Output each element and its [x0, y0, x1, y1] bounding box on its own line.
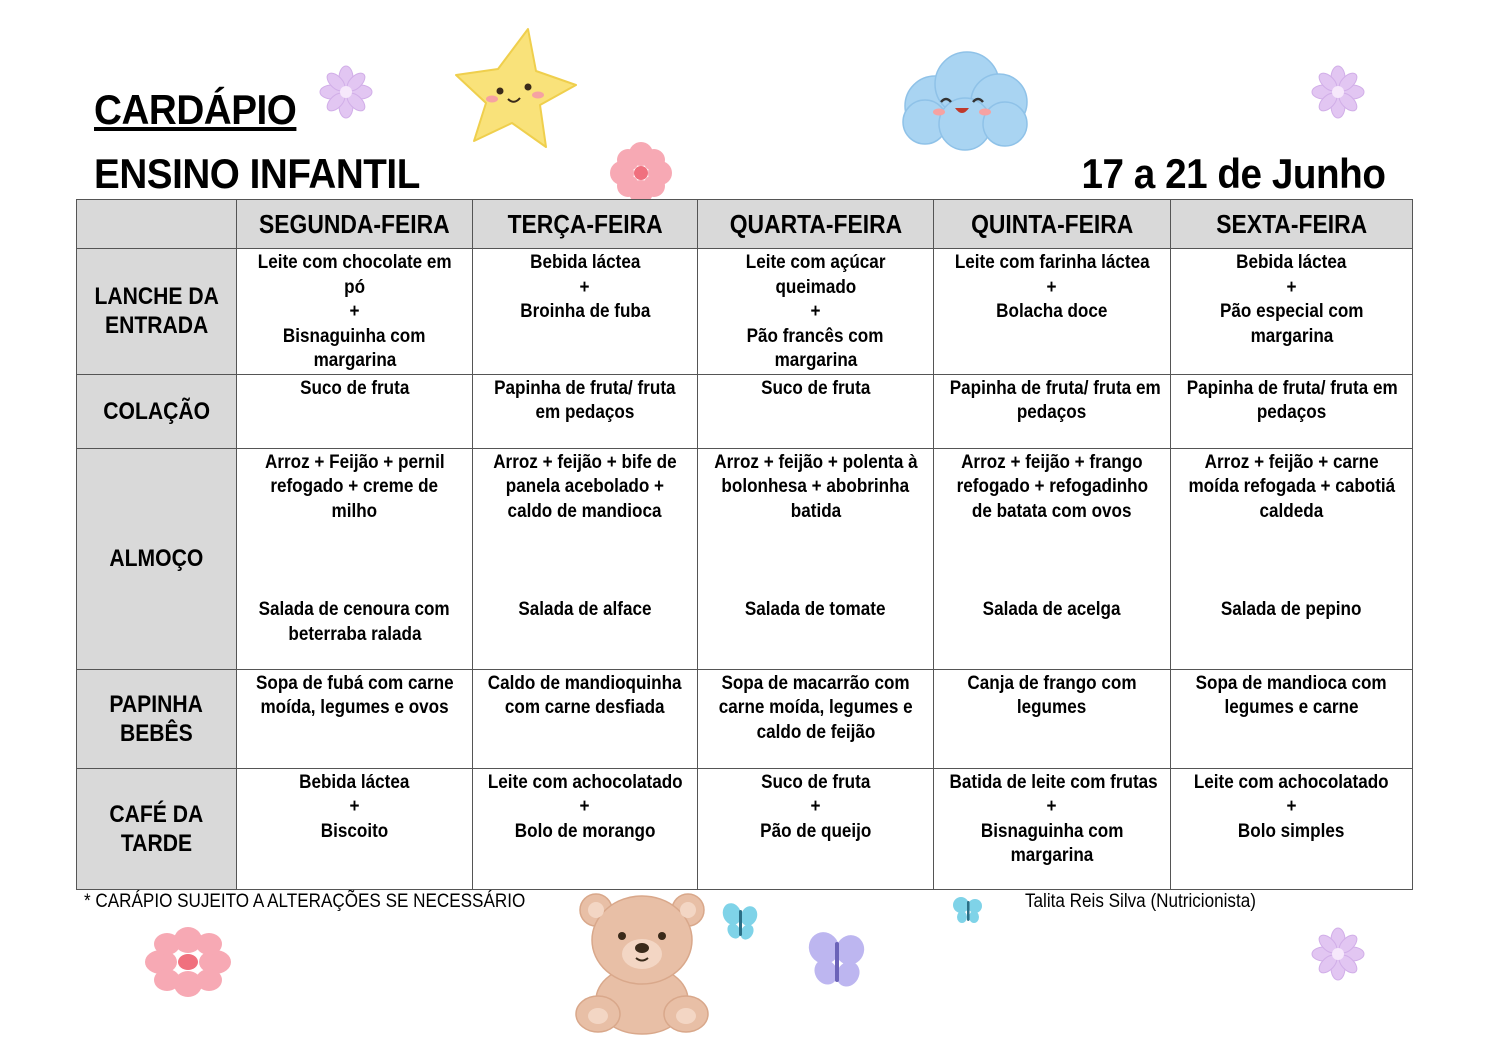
menu-cell — [1171, 249, 1413, 375]
menu-item-line: Arroz + feijão + frango — [961, 451, 1143, 473]
day-label: SEGUNDA-FEIRA — [259, 208, 450, 239]
menu-item-line: pó — [344, 276, 365, 298]
lilac-butterfly-icon — [806, 930, 868, 990]
menu-item-line: pedaços — [1256, 402, 1327, 423]
cell-spacer — [1175, 524, 1408, 598]
meal-label — [77, 374, 237, 448]
menu-item-line: Salada de tomate — [745, 599, 886, 620]
menu-cell — [237, 249, 473, 375]
header-row — [77, 200, 1413, 249]
day-header — [473, 200, 698, 249]
menu-item-line: caldeda — [1259, 500, 1324, 522]
menu-cell — [698, 448, 934, 669]
meal-row — [77, 669, 1413, 768]
menu-item-line: Pão francês com — [747, 325, 884, 347]
menu-item-line: refogado + refogadinho — [956, 476, 1148, 497]
meal-label-line: CAFÉ DA — [109, 800, 204, 828]
menu-item-line: moída refogada + cabotiá — [1188, 476, 1395, 497]
menu-item-line: margarina — [774, 350, 857, 371]
menu-item-line: + — [349, 796, 360, 817]
menu-item-line: + — [1046, 796, 1057, 817]
menu-item-line: Bebida láctea — [1236, 252, 1347, 273]
blue-butterfly-icon — [722, 902, 760, 942]
menu-item-line: Bebida láctea — [529, 252, 641, 273]
menu-item-line: moída, legumes e ovos — [260, 697, 449, 718]
day-label: QUARTA-FEIRA — [729, 208, 902, 239]
menu-item-line: batida — [790, 500, 841, 522]
menu-item-line: Arroz + Feijão + pernil — [264, 451, 445, 473]
menu-cell — [934, 768, 1171, 889]
menu-item-line: milho — [331, 500, 378, 522]
meal-label-line: LANCHE DA — [94, 283, 219, 311]
menu-cell — [698, 768, 934, 889]
menu-item-line: refogado + creme de — [270, 476, 439, 497]
menu-item-line: Leite com farinha láctea — [954, 252, 1150, 273]
menu-cell — [1171, 448, 1413, 669]
menu-cell — [1171, 374, 1413, 448]
lilac-flower-icon — [1310, 64, 1366, 120]
meal-label-line: ENTRADA — [104, 312, 209, 340]
menu-item-line: + — [579, 276, 590, 298]
meal-label-line: PAPINHA — [109, 690, 204, 718]
day-label: TERÇA-FEIRA — [507, 208, 663, 239]
menu-item-line: Papinha de fruta/ fruta — [494, 377, 676, 399]
menu-item-line: Canja de frango com — [967, 672, 1137, 694]
menu-item-line: com carne desfiada — [505, 697, 665, 718]
menu-item-line: de batata com ovos — [972, 500, 1132, 522]
blue-butterfly-icon — [952, 896, 984, 924]
menu-item-line: Broinha de fuba — [519, 301, 651, 322]
corner-cell — [77, 200, 237, 249]
menu-cell — [473, 669, 698, 768]
menu-item-line: + — [810, 796, 821, 817]
menu-item-line: Biscoito — [320, 820, 389, 842]
menu-item-line: Bolo simples — [1238, 820, 1345, 842]
smiling-cloud-icon — [895, 48, 1035, 152]
meal-label — [77, 249, 237, 375]
menu-item-line: Salada de acelga — [983, 599, 1121, 620]
menu-item-line: margarina — [1010, 845, 1094, 866]
menu-item-line: legumes — [1017, 697, 1087, 718]
meal-label — [77, 669, 237, 768]
menu-item-line: Salada de pepino — [1221, 599, 1362, 620]
menu-item-line: Arroz + feijão + bife de — [493, 451, 677, 473]
footnote: * CARÁPIO SUJEITO A ALTERAÇÕES SE NECESSÁRIO — [84, 891, 526, 912]
meal-row — [77, 768, 1413, 889]
menu-item-line: panela acebolado + — [505, 476, 665, 497]
menu-item-line: Sopa de macarrão com — [721, 672, 910, 694]
menu-item-line: Suco de fruta — [760, 377, 871, 399]
day-header — [698, 200, 934, 249]
menu-item-line: Papinha de fruta/ fruta em — [949, 377, 1161, 399]
cell-spacer — [702, 524, 929, 598]
menu-item-line: Batida de leite com frutas — [949, 771, 1158, 793]
menu-item-line: caldo de feijão — [756, 721, 875, 743]
pink-flower-icon — [143, 926, 233, 998]
menu-item-line: Sopa de fubá com carne — [255, 672, 454, 694]
menu-cell — [237, 669, 473, 768]
menu-item-line: + — [1286, 796, 1297, 817]
menu-item-line: Leite com achocolatado — [487, 771, 683, 793]
menu-cell — [1171, 768, 1413, 889]
meal-label-line: TARDE — [120, 829, 193, 857]
meal-label-line: COLAÇÃO — [103, 397, 210, 425]
menu-item-line: Arroz + feijão + carne — [1204, 451, 1379, 473]
menu-cell — [473, 249, 698, 375]
meal-label — [77, 768, 237, 889]
menu-item-line: Bolo de morango — [514, 820, 656, 842]
menu-cell — [934, 249, 1171, 375]
menu-item-line: Pão de queijo — [759, 820, 872, 842]
menu-item-line: + — [1046, 276, 1057, 298]
menu-item-line: bolonhesa + abobrinha — [721, 476, 910, 497]
menu-item-line: Bebida láctea — [299, 771, 410, 793]
day-header — [1171, 200, 1413, 249]
menu-item-line: pedaços — [1017, 402, 1087, 423]
menu-item-line: Sopa de mandioca com — [1195, 672, 1387, 694]
nutritionist-signature: Talita Reis Silva (Nutricionista) — [1025, 891, 1256, 912]
menu-item-line: em pedaços — [535, 402, 635, 423]
menu-cell — [1171, 669, 1413, 768]
menu-cell — [473, 768, 698, 889]
menu-item-line: margarina — [313, 350, 396, 371]
meal-row — [77, 249, 1413, 375]
page-title: CARDÁPIO — [94, 86, 297, 133]
menu-cell — [237, 448, 473, 669]
meal-label-line: BEBÊS — [120, 719, 193, 747]
menu-item-line: margarina — [1250, 325, 1333, 347]
menu-cell — [237, 768, 473, 889]
lilac-flower-icon — [318, 64, 374, 120]
menu-cell — [698, 374, 934, 448]
menu-item-line: legumes e carne — [1224, 697, 1359, 718]
menu-item-line: + — [1286, 276, 1297, 298]
meal-row — [77, 448, 1413, 669]
menu-item-line: caldo de mandioca — [508, 500, 662, 522]
menu-item-line: Suco de fruta — [299, 377, 410, 399]
menu-item-line: Leite com chocolate em — [257, 252, 452, 273]
meal-label-line: ALMOÇO — [109, 545, 204, 572]
menu-item-line: Leite com açúcar — [745, 252, 886, 273]
menu-cell — [934, 448, 1171, 669]
cell-spacer — [477, 524, 693, 598]
menu-cell — [237, 374, 473, 448]
menu-cell — [934, 669, 1171, 768]
day-label: SEXTA-FEIRA — [1216, 208, 1367, 239]
menu-cell — [473, 448, 698, 669]
menu-item-line: Suco de fruta — [760, 771, 871, 793]
menu-cell — [934, 374, 1171, 448]
menu-item-line: Papinha de fruta/ fruta em — [1186, 377, 1398, 399]
menu-item-line: Leite com achocolatado — [1194, 771, 1389, 793]
cell-spacer — [241, 524, 468, 598]
day-label: QUINTA-FEIRA — [970, 208, 1134, 239]
cell-spacer — [938, 524, 1166, 598]
meal-row — [77, 374, 1413, 448]
day-header — [237, 200, 473, 249]
menu-cell — [698, 249, 934, 375]
menu-item-line: Bisnaguinha com — [980, 820, 1124, 842]
smiling-star-icon — [450, 25, 580, 153]
menu-item-line: Pão especial com — [1219, 301, 1364, 322]
menu-item-line: queimado — [775, 276, 856, 298]
menu-item-line: carne moída, legumes e — [718, 697, 913, 718]
page-subtitle: ENSINO INFANTIL — [94, 150, 420, 197]
menu-table — [76, 199, 1413, 890]
date-range: 17 a 21 de Junho — [1080, 150, 1385, 197]
menu-item-line: Salada de alface — [518, 599, 652, 620]
menu-item-line: Arroz + feijão + polenta à — [713, 451, 918, 473]
menu-item-line: Salada de cenoura com — [258, 599, 451, 620]
day-header — [934, 200, 1171, 249]
meal-label — [77, 448, 237, 669]
menu-item-line: + — [579, 796, 590, 817]
teddy-bear-icon — [572, 888, 712, 1038]
lilac-flower-icon — [1310, 926, 1366, 982]
menu-item-line: beterraba ralada — [287, 623, 422, 645]
menu-item-line: + — [810, 301, 821, 322]
menu-item-line: + — [349, 301, 360, 322]
pink-flower-icon — [608, 140, 674, 206]
menu-cell — [473, 374, 698, 448]
menu-item-line: Bisnaguinha com — [283, 325, 426, 347]
menu-item-line: Caldo de mandioquinha — [488, 672, 682, 694]
menu-item-line: Bolacha doce — [996, 301, 1108, 322]
menu-cell — [698, 669, 934, 768]
